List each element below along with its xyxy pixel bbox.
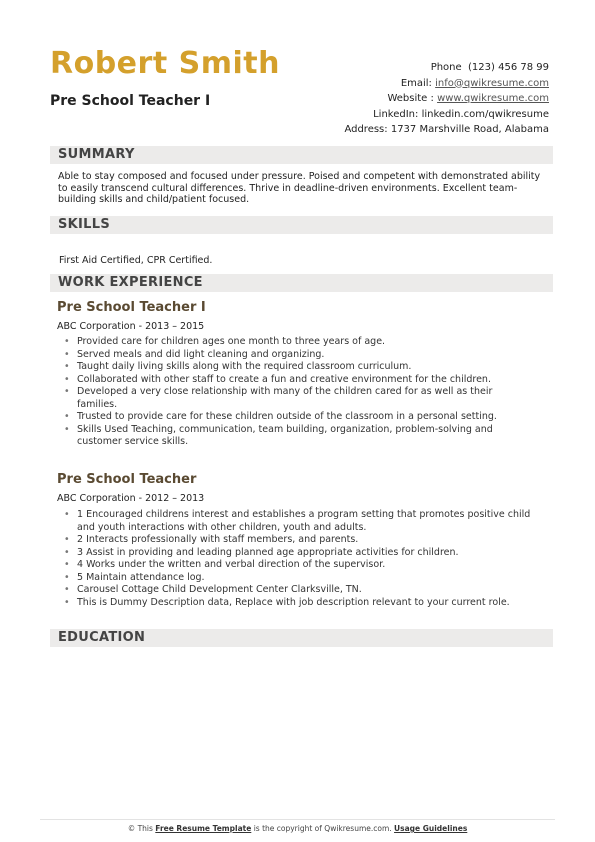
list-item: • Developed a very close relationship with many of the children cared for as well as their families. [64, 386, 534, 411]
footer [0, 824, 595, 834]
job-company-1: ABC Corporation - 2013 – 2015 [57, 321, 205, 332]
free-resume-template-link[interactable]: Free Resume Template [155, 824, 252, 833]
candidate-title: Pre School Teacher I [50, 93, 211, 109]
list-item: • 2 Interacts professionally with staff members, and parents. [64, 534, 534, 547]
address-value: 1737 Marshville Road, Alabama [390, 124, 549, 135]
job-title-2: Pre School Teacher [57, 472, 197, 487]
footer-prefix: © This [127, 824, 153, 833]
list-item: • Skills Used Teaching, communication, team building, organization, problem-solving and customer service skills. [64, 424, 534, 449]
list-item: • Carousel Cottage Child Development Center Clarksville, TN. [64, 584, 534, 597]
email-link[interactable]: info@qwikresume.com [435, 77, 549, 89]
summary-section-heading [50, 146, 553, 164]
skills-heading-text: SKILLS [58, 217, 111, 232]
education-section-heading [50, 629, 553, 647]
list-item: • Served meals and did light cleaning and organizing. [64, 349, 534, 362]
footer-copyright-text: is the copyright of Qwikresume.com. [253, 824, 392, 833]
contact-email-row [249, 76, 549, 92]
summary-paragraph: Able to stay composed and focused under pressure. Poised and competent with demonstrated ability to easily transcend cultural differences. Thrive in deadline-driven environments. Excellent team-building skills and child/patient focused. [58, 171, 541, 205]
linkedin-label: LinkedIn: [373, 108, 419, 120]
skills-paragraph: First Aid Certified, CPR Certified. [59, 255, 213, 266]
job-1-duties [64, 336, 534, 449]
list-item: • 4 Works under the written and verbal direction of the supervisor. [64, 559, 534, 572]
phone-label: Phone [430, 62, 462, 73]
contact-linkedin-row [249, 107, 549, 123]
contact-block [249, 60, 549, 138]
footer-divider [40, 819, 555, 820]
website-label: Website : [387, 93, 434, 104]
list-item: • 5 Maintain attendance log. [64, 572, 534, 585]
list-item: • Taught daily living skills along with the required classroom curriculum. [64, 361, 534, 374]
contact-phone-row [249, 60, 549, 76]
candidate-name: Robert Smith [50, 46, 280, 81]
education-heading-text: EDUCATION [58, 630, 146, 645]
list-item: • 3 Assist in providing and leading planned age appropriate activities for children. [64, 547, 534, 560]
list-item: • This is Dummy Description data, Replace with job description relevant to your current role. [64, 597, 534, 610]
skills-section-heading [50, 216, 553, 234]
contact-address-row [249, 122, 549, 138]
list-item: • Collaborated with other staff to create a fun and creative environment for the children. [64, 374, 534, 387]
list-item: • Provided care for children ages one month to three years of age. [64, 336, 534, 349]
usage-guidelines-link[interactable]: Usage Guidelines [394, 824, 468, 833]
job-2-duties [64, 509, 534, 609]
email-label: Email: [400, 77, 432, 89]
summary-heading-text: SUMMARY [58, 147, 135, 162]
phone-value: (123) 456 78 99 [468, 62, 549, 73]
address-label: Address: [344, 124, 388, 135]
job-title-1: Pre School Teacher I [57, 300, 206, 315]
list-item: • Trusted to provide care for these children outside of the classroom in a personal setting. [64, 411, 534, 424]
work-heading-text: WORK EXPERIENCE [58, 275, 203, 290]
website-link[interactable]: www.qwikresume.com [437, 93, 549, 104]
contact-website-row [249, 91, 549, 107]
linkedin-value: linkedin.com/qwikresume [421, 108, 549, 120]
job-company-2: ABC Corporation - 2012 – 2013 [57, 493, 205, 504]
work-experience-section-heading [50, 274, 553, 292]
list-item: • 1 Encouraged childrens interest and establishes a program setting that promotes positive child and youth interactions with other children, youth and adults. [64, 509, 534, 534]
